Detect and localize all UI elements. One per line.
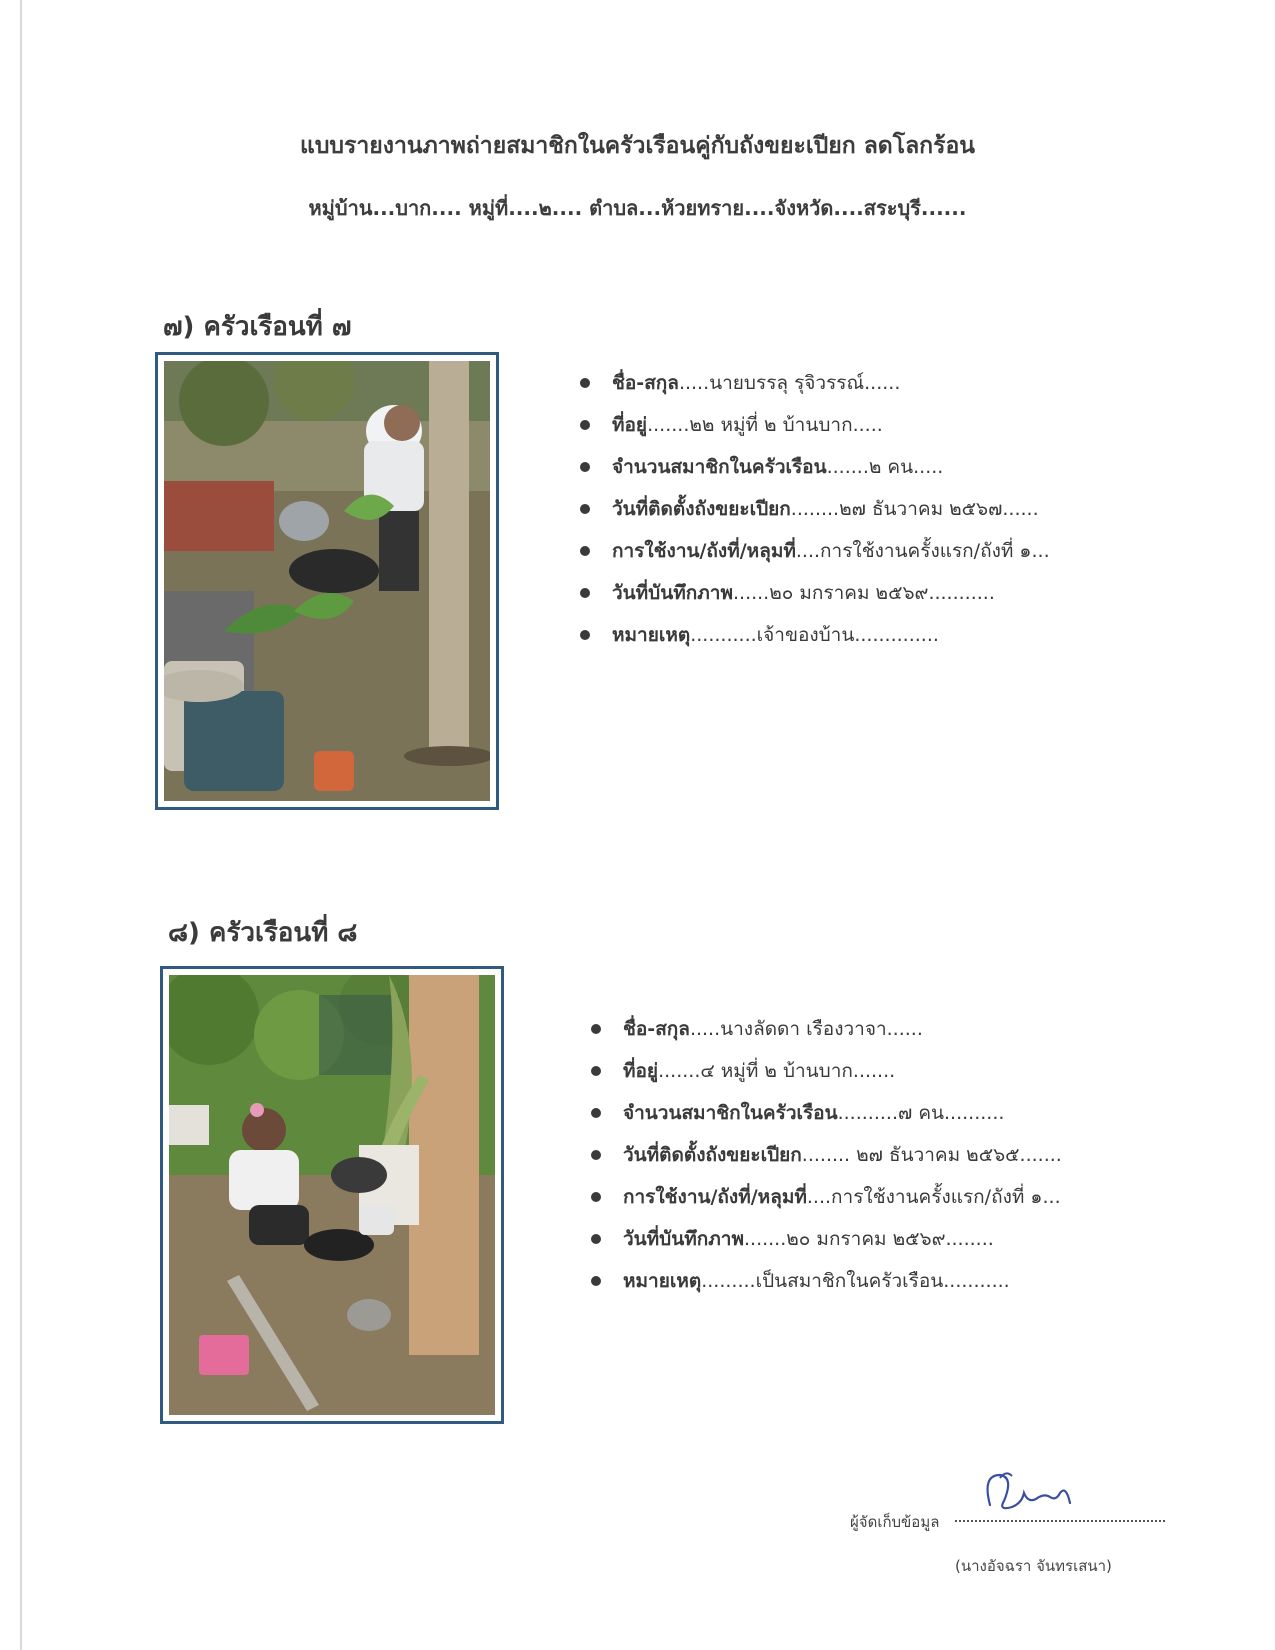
list-item: วันที่บันทึกภาพ.......๒๐ มกราคม ๒๕๖๙........	[587, 1224, 1062, 1266]
bullet-icon	[580, 504, 590, 514]
list-item: วันที่ติดตั้งถังขยะเปียก........๒๗ ธันวาคม ๒๕๖๗......	[576, 494, 1050, 536]
list-item: วันที่ติดตั้งถังขยะเปียก........ ๒๗ ธันวาคม ๒๕๖๕.......	[587, 1140, 1062, 1182]
household-8-photo	[160, 966, 504, 1424]
list-item: หมายเหตุ.........เป็นสมาชิกในครัวเรือน...........	[587, 1266, 1062, 1308]
report-title: แบบรายงานภาพถ่ายสมาชิกในครัวเรือนคู่กับถังขยะเปียก ลดโลกร้อน	[300, 133, 975, 159]
list-item: จำนวนสมาชิกในครัวเรือน..........๗ คน..........	[587, 1098, 1062, 1140]
signature-block	[850, 1480, 1180, 1600]
bullet-icon	[591, 1024, 601, 1034]
list-item: การใช้งาน/ถังที่/หลุมที่....การใช้งานครั้งแรก/ถังที่ ๑...	[576, 536, 1050, 578]
bullet-icon	[580, 420, 590, 430]
list-item: วันที่บันทึกภาพ......๒๐ มกราคม ๒๕๖๙...........	[576, 578, 1050, 620]
list-item: การใช้งาน/ถังที่/หลุมที่....การใช้งานครั้งแรก/ถังที่ ๑...	[587, 1182, 1062, 1224]
list-item: หมายเหตุ...........เจ้าของบ้าน..............	[576, 620, 1050, 662]
bullet-icon	[591, 1276, 601, 1286]
bullet-icon	[591, 1234, 601, 1244]
household-7-photo	[155, 352, 499, 810]
bullet-icon	[591, 1150, 601, 1160]
collector-name: (นางอัจฉรา จันทรเสนา)	[955, 1557, 1112, 1575]
bullet-icon	[580, 630, 590, 640]
household-8-heading: ๘) ครัวเรือนที่ ๘	[168, 918, 358, 948]
household-7-heading: ๗) ครัวเรือนที่ ๗	[163, 312, 352, 342]
bullet-icon	[591, 1192, 601, 1202]
bullet-icon	[591, 1066, 601, 1076]
location-line: หมู่บ้าน...บาก.... หมู่ที่....๒.... ตำบล...ห้วยทราย....จังหวัด....สระบุรี......	[308, 196, 967, 220]
list-item: ที่อยู่.......๒๒ หมู่ที่ ๒ บ้านบาก.....	[576, 410, 1050, 452]
bullet-icon	[580, 588, 590, 598]
bullet-icon	[591, 1108, 601, 1118]
list-item: ชื่อ-สกุล.....นางลัดดา เรืองวาจา......	[587, 1014, 1062, 1056]
list-item: ที่อยู่.......๔ หมู่ที่ ๒ บ้านบาก.......	[587, 1056, 1062, 1098]
signature-line	[955, 1520, 1165, 1522]
household-8-details	[587, 1014, 1062, 1308]
collector-label: ผู้จัดเก็บข้อมูล	[850, 1513, 940, 1531]
photo-woman-at-compost-bin-icon	[169, 975, 495, 1415]
photo-man-emptying-bucket-icon	[164, 361, 490, 801]
list-item: ชื่อ-สกุล.....นายบรรลุ รุจิวรรณ์......	[576, 368, 1050, 410]
scan-edge-line	[20, 0, 22, 1650]
bullet-icon	[580, 378, 590, 388]
bullet-icon	[580, 462, 590, 472]
bullet-icon	[580, 546, 590, 556]
list-item: จำนวนสมาชิกในครัวเรือน.......๒ คน.....	[576, 452, 1050, 494]
household-7-details	[576, 368, 1050, 662]
